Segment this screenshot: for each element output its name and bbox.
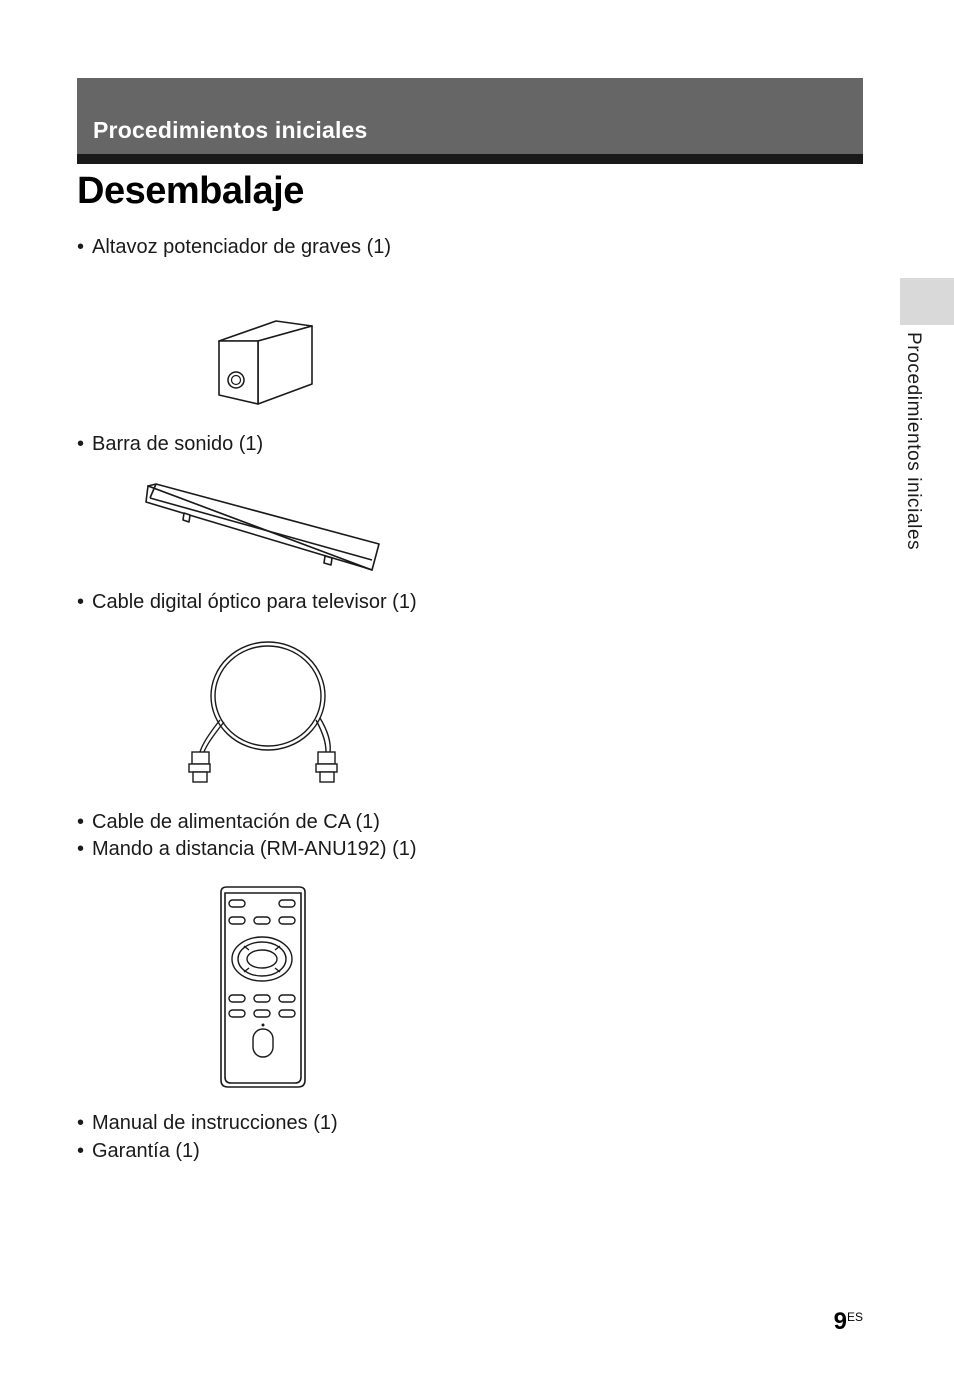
item-text: Cable digital óptico para televisor (1) — [92, 591, 417, 613]
list-item-remote — [77, 838, 417, 861]
item-text: Barra de sonido (1) — [92, 433, 264, 455]
page-title: Desembalaje — [77, 170, 304, 212]
item-text: Manual de instrucciones (1) — [92, 1112, 338, 1134]
bullet: • — [77, 811, 85, 833]
side-tab-label: Procedimientos iniciales — [903, 332, 924, 551]
bullet: • — [77, 236, 85, 258]
list-item-ac-cable — [77, 811, 380, 834]
remote-control-illustration — [215, 884, 311, 1092]
optical-cable-illustration — [180, 640, 350, 788]
item-text: Cable de alimentación de CA (1) — [92, 811, 380, 833]
side-tab-marker — [900, 278, 954, 325]
list-item-warranty — [77, 1140, 200, 1163]
bullet: • — [77, 591, 85, 613]
list-item-manual — [77, 1112, 338, 1135]
list-item-optical-cable — [77, 591, 417, 614]
page-language-code: ES — [846, 1310, 863, 1324]
bullet: • — [77, 1112, 85, 1134]
list-item-subwoofer — [77, 236, 391, 259]
page-number — [834, 1308, 863, 1336]
bullet: • — [77, 838, 85, 860]
list-item-soundbar — [77, 433, 263, 456]
page-number-value: 9 — [833, 1308, 847, 1335]
item-text: Garantía (1) — [92, 1140, 200, 1162]
section-header — [77, 78, 863, 154]
section-title: Procedimientos iniciales — [93, 117, 368, 143]
item-text: Mando a distancia (RM-ANU192) (1) — [92, 838, 417, 860]
soundbar-illustration — [140, 478, 390, 578]
section-rule — [77, 154, 863, 164]
item-text: Altavoz potenciador de graves (1) — [92, 236, 392, 258]
bullet: • — [77, 433, 85, 455]
subwoofer-illustration — [210, 315, 322, 410]
bullet: • — [77, 1140, 85, 1162]
